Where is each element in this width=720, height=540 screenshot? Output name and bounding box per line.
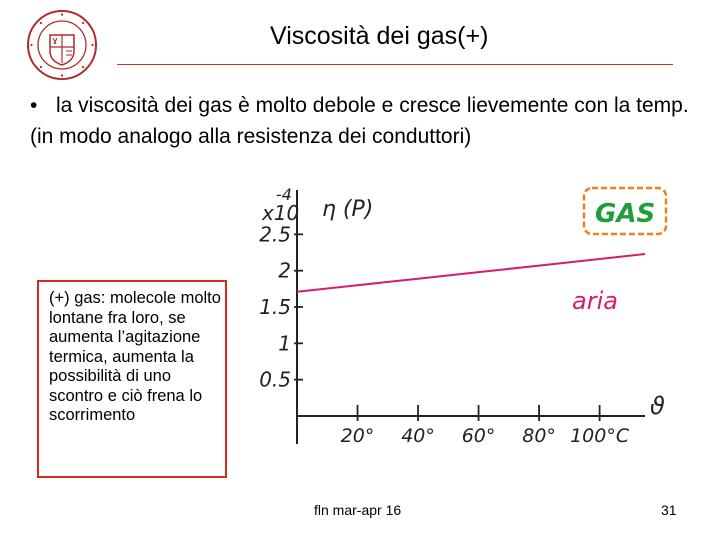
y-tick-label: 1: [278, 331, 291, 356]
x-tick-label: 20°: [340, 425, 375, 447]
bullet-symbol: •: [30, 94, 38, 117]
x-tick-label: 80°: [522, 425, 556, 447]
bullet-point: [30, 90, 700, 152]
x-tick-label: 100°C: [570, 425, 630, 447]
y-tick-label: 2.5: [259, 222, 291, 247]
x-axis-label: ϑ: [650, 392, 665, 420]
y-tick-label: 0.5: [259, 367, 291, 392]
y-tick-label: 2: [278, 258, 291, 283]
x-tick-label: 40°: [401, 425, 435, 447]
footnote-box: [37, 280, 227, 478]
series-label-aria: aria: [572, 287, 618, 315]
y-exponent-label: -4: [276, 185, 292, 204]
viscosity-chart: [250, 178, 690, 450]
page-number: 31: [661, 502, 677, 518]
y-multiplier-label: x10: [262, 201, 300, 225]
footnote-text: (+) gas: molecole molto lontane fra loro, se aumenta l’agitazione termica, aumenta la possibilità di uno scontro e ciò frena lo scorrimento: [49, 289, 221, 424]
y-axis-label: η (P): [322, 197, 374, 222]
y-tick-label: 1.5: [259, 295, 291, 319]
gas-stamp-text: GAS: [595, 199, 656, 229]
page-title: Viscosità dei gas(+): [270, 22, 489, 50]
footer-text: fln mar-apr 16: [314, 502, 402, 518]
title-divider: [117, 64, 673, 65]
university-seal-logo: [26, 9, 98, 81]
x-ticks: [341, 405, 630, 447]
x-tick-label: 60°: [461, 425, 496, 447]
bullet-text: la viscosità dei gas è molto debole e cresce lievemente con la temp. (in modo analogo alla resistenza dei conduttori): [30, 94, 689, 148]
